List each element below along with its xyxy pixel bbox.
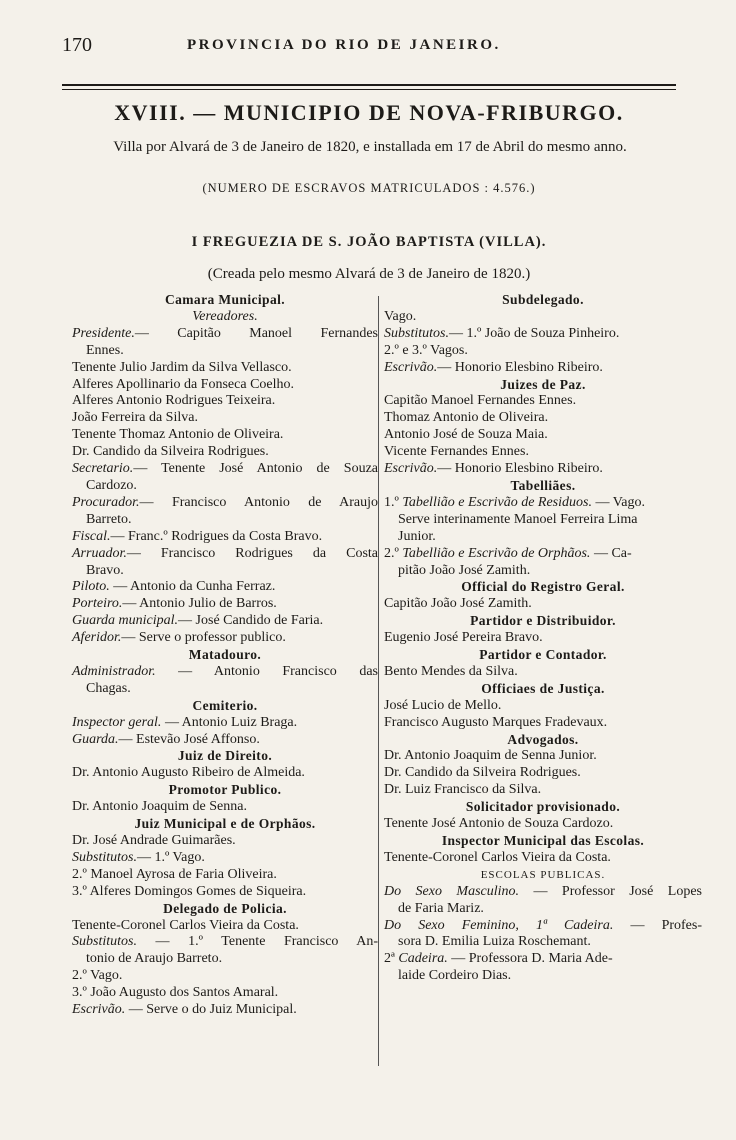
section-heading <box>384 799 702 816</box>
entry-text: Partidor e Distribuidor. <box>470 613 616 629</box>
entry-text: 2.º Vago. <box>72 968 123 984</box>
right-column <box>384 292 702 985</box>
freguezia-creada: (Creada pelo mesmo Alvará de 3 de Janeiro de 1820.) <box>207 266 531 282</box>
entry-text: — Serve o professor publico. <box>121 630 286 646</box>
entry-line <box>384 918 702 935</box>
entry-text: João Ferreira da Silva. <box>72 410 198 426</box>
entry-text: Dr. Candido da Silveira Rodrigues. <box>72 444 269 460</box>
column-divider <box>378 296 379 1066</box>
section-heading <box>384 681 702 698</box>
entry-line <box>72 884 378 901</box>
entry-text: 3.º Alferes Domingos Gomes de Siqueira. <box>72 883 307 899</box>
entry-role: Procurador. <box>72 494 140 510</box>
section-heading <box>384 732 702 749</box>
running-title: PROVINCIA DO RIO DE JANEIRO. <box>187 37 501 53</box>
section-heading <box>72 782 378 799</box>
section-heading <box>72 292 378 309</box>
entry-line <box>72 326 378 343</box>
entry-line <box>384 884 702 901</box>
entry-line <box>72 579 378 596</box>
entry-role: Substitutos. <box>384 325 449 341</box>
entry-role: Do Sexo Masculino. <box>384 883 520 899</box>
entry-role: Tabellião e Escrivão de Orphãos. <box>402 545 591 561</box>
entry-text: Tabelliães. <box>510 477 576 493</box>
entry-line <box>72 681 378 698</box>
entry-text: Chagas. <box>86 680 131 696</box>
freguezia-title: I FREGUEZIA DE S. JOÃO BAPTISTA (VILLA). <box>191 234 547 250</box>
entry-line <box>72 393 378 410</box>
entry-text: Delegado de Policia. <box>163 900 287 916</box>
entry-text: Vereadores. <box>192 308 258 324</box>
entry-text: Barreto. <box>86 511 132 527</box>
header-rule-top <box>62 84 676 86</box>
entry-line <box>384 512 702 529</box>
entry-line <box>384 698 702 715</box>
entry-role: Arruador. <box>72 545 127 561</box>
entry-text: Solicitador provisionado. <box>465 799 621 815</box>
section-heading <box>384 867 702 884</box>
entry-text: Capitão Manoel Fernandes Ennes. <box>384 393 577 409</box>
entry-line <box>72 444 378 461</box>
entry-line <box>72 495 378 512</box>
entry-text: Vago. <box>384 308 417 324</box>
entry-line <box>72 478 378 495</box>
entry-text: — Ca- <box>590 545 632 561</box>
entry-role: Porteiro. <box>72 596 123 612</box>
entry-line <box>72 512 378 529</box>
entry-text: — Capitão Manoel Fernandes <box>134 325 378 341</box>
entry-line <box>72 732 378 749</box>
entry-text: Junior. <box>398 528 436 544</box>
entry-line <box>384 715 702 732</box>
entry-text: sora D. Emilia Luiza Roschemant. <box>398 934 591 950</box>
entry-role: Tabellião e Escrivão de Residuos. <box>402 494 592 510</box>
entry-text: Capitão João José Zamith. <box>384 596 532 612</box>
entry-line <box>72 630 378 647</box>
entry-text: laide Cordeiro Dias. <box>398 968 512 984</box>
header-rule-bottom <box>62 89 676 90</box>
entry-text: — 1.º Tenente Francisco An- <box>136 934 378 950</box>
entry-text: Tenente José Antonio de Souza Cardozo. <box>384 816 614 832</box>
entry-text: Inspector Municipal das Escolas. <box>441 833 645 848</box>
entry-text: — Antonio da Cunha Ferraz. <box>109 579 276 595</box>
entry-line <box>72 377 378 394</box>
entry-line <box>72 799 378 816</box>
entry-text: Francisco Augusto Marques Fradevaux. <box>384 714 608 730</box>
entry-text: José Lucio de Mello. <box>384 697 502 713</box>
entry-text: — Francisco Antonio de Araujo <box>139 494 378 510</box>
entry-role: Substitutos. <box>72 849 137 865</box>
entry-text: de Faria Mariz. <box>398 900 484 916</box>
entry-line <box>384 748 702 765</box>
entry-text: Dr. José Andrade Guimarães. <box>72 833 236 848</box>
entry-line <box>72 664 378 681</box>
entry-text: 2.º e 3.º Vagos. <box>384 342 468 358</box>
entry-text: Promotor Publico. <box>168 782 282 798</box>
entry-line <box>384 782 702 799</box>
entry-line <box>384 563 702 580</box>
entry-text: Alferes Apollinario da Fonseca Coelho. <box>72 376 295 392</box>
entry-line <box>384 934 702 951</box>
chapter-title: XVIII. — MUNICIPIO DE NOVA-FRIBURGO. <box>114 100 624 125</box>
entry-role: Aferidor. <box>72 630 122 646</box>
entry-line <box>72 309 378 326</box>
entry-text: — Francisco Rodrigues da Costa <box>126 545 378 561</box>
entry-line <box>384 326 702 343</box>
entry-text: — Antonio Francisco das <box>155 663 378 679</box>
entry-text: tonio de Araujo Barreto. <box>86 951 223 967</box>
escravos-note: (NUMERO DE ESCRAVOS MATRICULADOS : 4.576.) <box>202 181 536 195</box>
section-heading <box>384 833 702 850</box>
entry-text: — José Candido de Faria. <box>178 613 324 629</box>
entry-text: Dr. Candido da Silveira Rodrigues. <box>384 765 581 781</box>
entry-text: — Vago. <box>591 494 646 510</box>
entry-text: 2ª <box>384 951 399 967</box>
entry-line <box>72 613 378 630</box>
entry-text: — Serve o do Juiz Municipal. <box>125 1002 297 1018</box>
section-heading <box>384 579 702 596</box>
entry-role: Escrivão. <box>72 1002 126 1018</box>
entry-text: Subdelegado. <box>502 292 584 307</box>
entry-line <box>384 529 702 546</box>
entry-text: Official do Registro Geral. <box>461 579 625 595</box>
entry-text: Juiz de Direito. <box>177 748 273 764</box>
entry-role: Piloto. <box>72 579 110 595</box>
entry-line <box>72 833 378 850</box>
entry-role: Secretario. <box>72 461 134 477</box>
entry-line <box>72 951 378 968</box>
section-heading <box>72 901 378 918</box>
entry-text: — Professora D. Maria Ade- <box>447 951 613 967</box>
page-number: 170 <box>62 34 92 56</box>
entry-text: — 1.º João de Souza Pinheiro. <box>448 325 620 341</box>
entry-role: Inspector geral. <box>72 714 162 730</box>
entry-line <box>72 968 378 985</box>
left-column <box>72 292 378 1019</box>
entry-text: Advogados. <box>507 731 579 747</box>
entry-line <box>72 850 378 867</box>
entry-line <box>72 410 378 427</box>
entry-role: Escrivão. <box>384 461 438 477</box>
entry-line <box>384 630 702 647</box>
entry-line <box>384 968 702 985</box>
entry-text: Serve interinamente Manoel Ferreira Lima <box>398 511 638 527</box>
entry-line <box>72 715 378 732</box>
entry-line <box>384 951 702 968</box>
entry-line <box>384 816 702 833</box>
entry-role: Guarda. <box>72 731 119 747</box>
entry-text: ESCOLAS PUBLICAS. <box>480 868 606 881</box>
entry-line <box>384 309 702 326</box>
entry-text: Tenente-Coronel Carlos Vieira da Costa. <box>72 917 299 933</box>
entry-text: 2.º Manoel Ayrosa de Faria Oliveira. <box>72 866 277 882</box>
section-heading <box>384 613 702 630</box>
entry-line <box>384 495 702 512</box>
entry-text: Cardozo. <box>86 477 137 493</box>
entry-text: Antonio José de Souza Maia. <box>384 427 548 443</box>
entry-role: Presidente. <box>72 325 135 341</box>
entry-text: — Honorio Elesbino Ribeiro. <box>437 461 603 477</box>
entry-text: — Antonio Luiz Braga. <box>161 714 298 730</box>
entry-line <box>72 1002 378 1019</box>
entry-line <box>72 427 378 444</box>
entry-role: Guarda municipal. <box>72 613 179 629</box>
entry-text: Matadouro. <box>188 647 262 663</box>
entry-line <box>384 850 702 867</box>
entry-text: Vicente Fernandes Ennes. <box>384 444 529 460</box>
entry-text: — 1.º Vago. <box>136 849 205 865</box>
entry-line <box>72 343 378 360</box>
entry-role: Escrivão. <box>384 359 438 375</box>
entry-text: Juiz Municipal e de Orphãos. <box>134 816 316 832</box>
entry-text: Dr. Antonio Joaquim de Senna Junior. <box>384 748 597 764</box>
entry-line <box>384 461 702 478</box>
entry-text: Eugenio José Pereira Bravo. <box>384 630 543 646</box>
entry-text: Alferes Antonio Rodrigues Teixeira. <box>72 393 276 409</box>
entry-text: Camara Municipal. <box>164 292 286 307</box>
entry-text: Dr. Antonio Joaquim de Senna. <box>72 799 247 815</box>
entry-line <box>384 393 702 410</box>
section-heading <box>384 647 702 664</box>
section-heading <box>72 816 378 833</box>
entry-line <box>384 664 702 681</box>
entry-role: Administrador. <box>72 663 156 679</box>
entry-line <box>72 765 378 782</box>
entry-text: — Franc.º Rodrigues da Costa Bravo. <box>110 528 323 544</box>
entry-text: Ennes. <box>86 342 124 358</box>
entry-line <box>72 596 378 613</box>
entry-text: Dr. Antonio Augusto Ribeiro de Almeida. <box>72 765 305 781</box>
entry-line <box>72 546 378 563</box>
entry-text: — Estevão José Affonso. <box>118 731 260 747</box>
entry-line <box>72 985 378 1002</box>
entry-text: Thomaz Antonio de Oliveira. <box>384 410 549 426</box>
entry-text: — Tenente José Antonio de Souza <box>133 461 378 477</box>
entry-line <box>72 360 378 377</box>
section-heading <box>384 292 702 309</box>
entry-line <box>384 444 702 461</box>
entry-line <box>384 765 702 782</box>
entry-line <box>72 461 378 478</box>
section-heading <box>384 377 702 394</box>
entry-text: 2.º <box>384 545 403 561</box>
entry-text: Juizes de Paz. <box>500 376 586 392</box>
entry-line <box>384 427 702 444</box>
entry-text: Partidor e Contador. <box>479 647 607 663</box>
entry-text: Officiaes de Justiça. <box>481 680 605 696</box>
entry-line <box>384 901 702 918</box>
entry-text: Cemiterio. <box>192 697 258 713</box>
entry-line <box>72 934 378 951</box>
running-header <box>62 34 676 58</box>
entry-role: Cadeira. <box>398 951 448 967</box>
entry-role: Substitutos. <box>72 934 137 950</box>
entry-line <box>72 529 378 546</box>
section-heading <box>72 748 378 765</box>
entry-line <box>384 343 702 360</box>
entry-text: pitão João José Zamith. <box>398 562 531 578</box>
entry-text: Tenente Julio Jardim da Silva Vellasco. <box>72 359 292 375</box>
entry-text: Bravo. <box>86 562 124 578</box>
entry-text: 1.º <box>384 494 403 510</box>
entry-text: Dr. Luiz Francisco da Silva. <box>384 782 542 798</box>
entry-line <box>384 410 702 427</box>
entry-text: Bento Mendes da Silva. <box>384 663 518 679</box>
entry-line <box>384 596 702 613</box>
entry-role: Do Sexo Feminino, 1ª Cadeira. <box>384 917 614 933</box>
entry-text: 3.º João Augusto dos Santos Amaral. <box>72 985 279 1001</box>
entry-text: — Antonio Julio de Barros. <box>122 596 277 612</box>
entry-text: — Professor José Lopes <box>519 883 702 899</box>
entry-line <box>384 360 702 377</box>
entry-text: — Profes- <box>613 917 702 933</box>
section-heading <box>72 647 378 664</box>
entry-text: Tenente-Coronel Carlos Vieira da Costa. <box>384 849 611 865</box>
entry-line <box>72 563 378 580</box>
entry-text: Tenente Thomaz Antonio de Oliveira. <box>72 427 284 443</box>
section-heading <box>384 478 702 495</box>
entry-line <box>72 918 378 935</box>
entry-line <box>72 867 378 884</box>
entry-line <box>384 546 702 563</box>
villa-note: Villa por Alvará de 3 de Janeiro de 1820, e installada em 17 de Abril do mesmo anno. <box>113 139 627 155</box>
entry-role: Fiscal. <box>72 528 111 544</box>
entry-text: — Honorio Elesbino Ribeiro. <box>437 359 603 375</box>
section-heading <box>72 698 378 715</box>
